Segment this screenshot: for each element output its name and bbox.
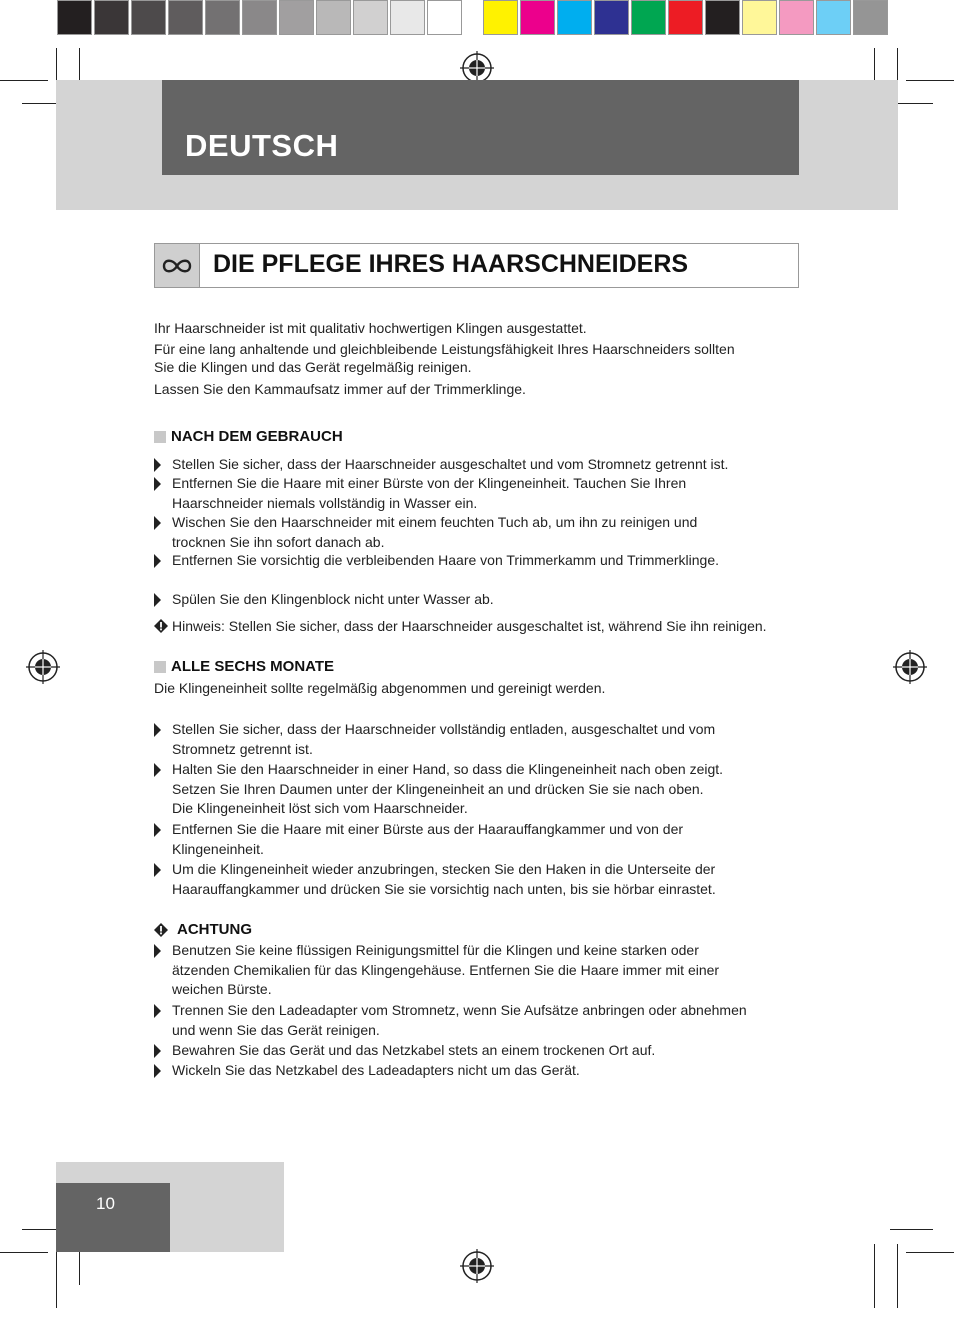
subheading-text: ACHTUNG xyxy=(177,921,252,938)
color-swatch xyxy=(205,0,240,35)
intro-line: Ihr Haarschneider ist mit qualitativ hochwertigen Klingen ausgestattet. xyxy=(154,320,587,336)
list-item: Entfernen Sie die Haare mit einer Bürste aus der Haarauffangkammer und von der Klingeneinheit. xyxy=(154,820,794,859)
triangle-bullet-icon xyxy=(154,1004,161,1018)
color-swatch xyxy=(779,0,814,35)
square-marker-icon xyxy=(154,661,166,673)
color-swatch xyxy=(168,0,203,35)
list-item: Entfernen Sie vorsichtig die verbleibenden Haare von Trimmerkamm und Trimmerklinge. xyxy=(154,551,794,571)
section-icon-box xyxy=(155,244,200,287)
intro-line: Für eine lang anhaltende und gleichbleibende Leistungsfähigkeit Ihres Haarschneiders sollten xyxy=(154,341,735,357)
color-swatch xyxy=(520,0,555,35)
warning-icon xyxy=(154,619,168,633)
triangle-bullet-icon xyxy=(154,723,161,737)
intro-line: Sie die Klingen und das Gerät regelmäßig reinigen. xyxy=(154,359,472,375)
triangle-bullet-icon xyxy=(154,763,161,777)
subheading-six-months xyxy=(154,658,334,675)
color-swatch xyxy=(279,0,314,35)
registration-mark-icon xyxy=(893,650,927,684)
list-item: Entfernen Sie die Haare mit einer Bürste von der Klingeneinheit. Tauchen Sie Ihren Haarschneider niemals vollständig in Wasser ein. xyxy=(154,474,794,513)
color-swatch xyxy=(668,0,703,35)
color-swatch xyxy=(242,0,277,35)
registration-mark-icon xyxy=(460,1249,494,1283)
triangle-bullet-icon xyxy=(154,863,161,877)
color-swatch xyxy=(853,0,888,35)
color-swatch xyxy=(131,0,166,35)
triangle-bullet-icon xyxy=(154,593,161,607)
list-item: Bewahren Sie das Gerät und das Netzkabel stets an einem trockenen Ort auf. xyxy=(154,1041,794,1061)
color-swatch xyxy=(390,0,425,35)
intro-line: Lassen Sie den Kammaufsatz immer auf der Trimmerklinge. xyxy=(154,381,526,397)
list-item: Um die Klingeneinheit wieder anzubringen, stecken Sie den Haken in die Unterseite der Haarauffangkammer und drücken Sie sie vorsichtig nach unten, bis sie hörbar einrastet. xyxy=(154,860,794,899)
list-item: Halten Sie den Haarschneider in einer Hand, so dass die Klingeneinheit nach oben zeigt. Setzen Sie Ihren Daumen unter der Klingeneinheit an und drücken Sie sie nach oben. Die Klingeneinheit löst sich vom Haarschneider. xyxy=(154,760,794,819)
color-swatch xyxy=(557,0,592,35)
list-item: Wickeln Sie das Netzkabel des Ladeadapters nicht um das Gerät. xyxy=(154,1061,794,1081)
color-swatch xyxy=(705,0,740,35)
list-item: Benutzen Sie keine flüssigen Reinigungsmittel für die Klingen und keine starken oder ätzenden Chemikalien für das Klingengehäuse. Entfernen Sie die Haare immer mit einer weichen Bürste. xyxy=(154,941,794,1000)
page-number: 10 xyxy=(96,1194,115,1213)
section-heading-box xyxy=(154,243,799,288)
triangle-bullet-icon xyxy=(154,516,161,530)
color-swatch xyxy=(94,0,129,35)
subheading-text: NACH DEM GEBRAUCH xyxy=(171,428,343,445)
infinity-icon xyxy=(160,256,194,276)
registration-mark-icon xyxy=(26,650,60,684)
triangle-bullet-icon xyxy=(154,944,161,958)
process-color-bar xyxy=(483,0,890,38)
list-item: Stellen Sie sicher, dass der Haarschneider ausgeschaltet und vom Stromnetz getrennt ist. xyxy=(154,455,794,475)
color-swatch xyxy=(483,0,518,35)
list-item: Trennen Sie den Ladeadapter vom Stromnetz, wenn Sie Aufsätze anbringen oder abnehmen und wenn Sie das Gerät reinigen. xyxy=(154,1001,794,1040)
subheading-after-use xyxy=(154,428,343,445)
color-swatch xyxy=(427,0,462,35)
color-swatch xyxy=(353,0,388,35)
triangle-bullet-icon xyxy=(154,1044,161,1058)
note-line: Hinweis: Stellen Sie sicher, dass der Haarschneider ausgeschaltet ist, während Sie ihn reinigen. xyxy=(154,617,814,637)
triangle-bullet-icon xyxy=(154,554,161,568)
language-title: DEUTSCH xyxy=(185,128,339,163)
color-swatch xyxy=(816,0,851,35)
color-swatch xyxy=(57,0,92,35)
triangle-bullet-icon xyxy=(154,823,161,837)
square-marker-icon xyxy=(154,431,166,443)
subheading-text: ALLE SECHS MONATE xyxy=(171,658,335,675)
six-months-intro: Die Klingeneinheit sollte regelmäßig abgenommen und gereinigt werden. xyxy=(154,680,606,696)
color-swatch xyxy=(742,0,777,35)
gray-color-bar xyxy=(57,0,464,38)
list-item: Spülen Sie den Klingenblock nicht unter Wasser ab. xyxy=(154,590,794,610)
warning-icon xyxy=(154,923,168,937)
triangle-bullet-icon xyxy=(154,477,161,491)
section-title: DIE PFLEGE IHRES HAARSCHNEIDERS xyxy=(213,250,689,278)
color-swatch xyxy=(316,0,351,35)
list-item: Stellen Sie sicher, dass der Haarschneider vollständig entladen, ausgeschaltet und vom Stromnetz getrennt ist. xyxy=(154,720,794,759)
list-item: Wischen Sie den Haarschneider mit einem feuchten Tuch ab, um ihn zu reinigen und trocknen Sie ihn sofort danach ab. xyxy=(154,513,794,552)
color-swatch xyxy=(631,0,666,35)
subheading-caution xyxy=(154,921,252,938)
triangle-bullet-icon xyxy=(154,1064,161,1078)
color-swatch xyxy=(594,0,629,35)
triangle-bullet-icon xyxy=(154,458,161,472)
